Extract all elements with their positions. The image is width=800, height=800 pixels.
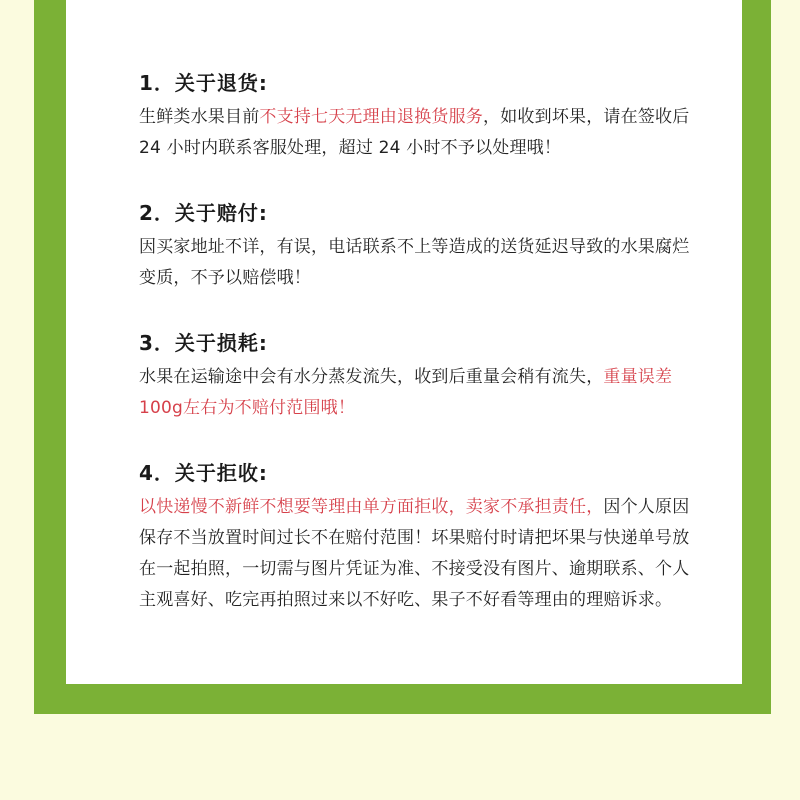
highlight-text: 以快递慢不新鲜不想要等理由单方面拒收，卖家不承担责任， [139, 497, 604, 517]
text-span: 生鲜类水果目前 [139, 107, 260, 127]
section-heading: 4．关于拒收: [139, 461, 268, 485]
highlight-text: 不支持七天无理由退换货服务 [259, 107, 484, 127]
text-span: 水果在运输途中会有水分蒸发流失，收到后重量会稍有流失， [139, 367, 604, 387]
policy-content [139, 66, 699, 648]
text-span: 因买家地址不详，有误，电话联系不上等造成的送货延迟导致的水果腐烂变质，不予以赔偿哦！ [139, 237, 690, 288]
section-body [139, 362, 699, 424]
section-loss [139, 326, 699, 424]
section-body [139, 232, 699, 294]
section-body [139, 492, 699, 616]
section-heading: 1．关于退货: [139, 71, 268, 95]
highlight-text: 重量误差100g左右为不赔付范围哦！ [139, 367, 673, 418]
text-span: ，如收到坏果，请在签收后 24 小时内联系客服处理，超过 24 小时不予以处理哦！ [139, 107, 690, 158]
section-heading: 2．关于赔付: [139, 201, 268, 225]
section-returns [139, 66, 699, 164]
section-body [139, 102, 699, 164]
section-compensation [139, 196, 699, 294]
section-rejection [139, 456, 699, 616]
section-heading: 3．关于损耗: [139, 331, 268, 355]
text-span: 因个人原因保存不当放置时间过长不在赔付范围！坏果赔付时请把坏果与快递单号放在一起拍照，一切需与图片凭证为准、不接受没有图片、逾期联系、个人主观喜好、吃完再拍照过来以不好吃、果子不好看等理由的理赔诉求。 [139, 497, 690, 610]
